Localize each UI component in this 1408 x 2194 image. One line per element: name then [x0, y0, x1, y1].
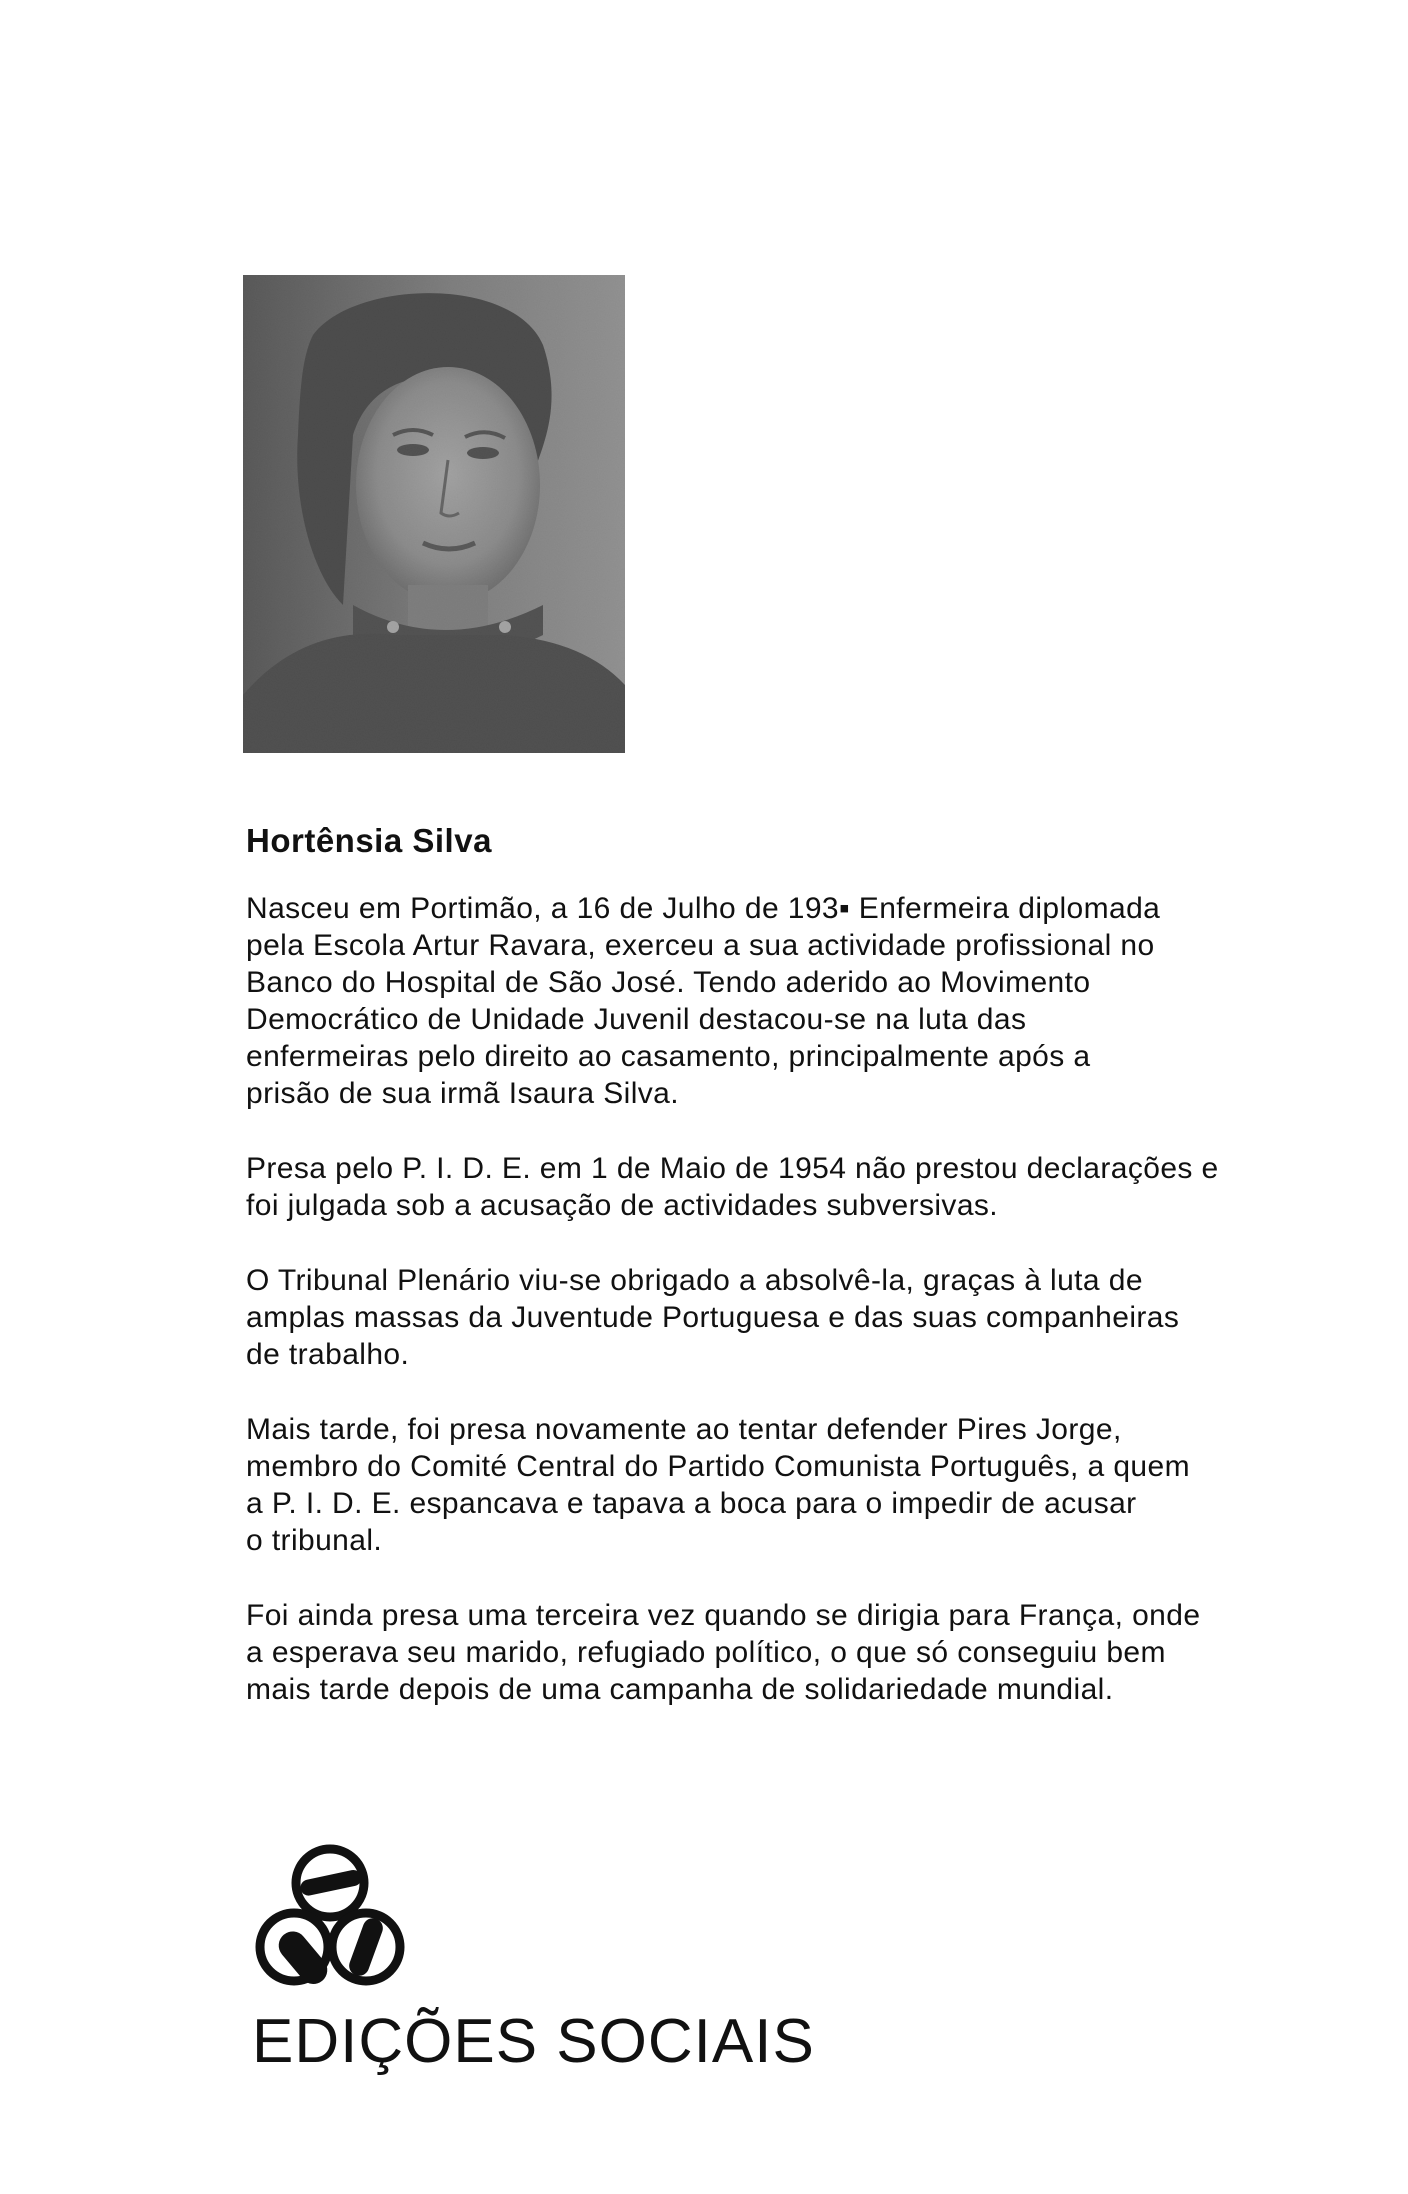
biography [246, 890, 1306, 1746]
edicoes-sociais-logo-icon [250, 1835, 410, 1995]
person-name: Hortênsia Silva [246, 822, 492, 859]
publisher-logo-graphic [250, 1835, 410, 1995]
portrait-photo [243, 275, 625, 753]
publisher-name: EDIÇÕES SOCIAIS [252, 2007, 815, 2076]
bio-paragraph: Nasceu em Portimão, a 16 de Julho de 193▪ Enfermeira diplomada pela Escola Artur Ravara, exerceu a sua actividade profissional no Banco do Hospital de São José. Tendo aderido ao Movimento Democrático de Unidade Juvenil destacou-se na luta das enfermeiras pelo direito ao casamento, principalmente após a prisão de sua irmã Isaura Silva. [246, 892, 1161, 1110]
bio-paragraph: O Tribunal Plenário viu-se obrigado a absolvê-la, graças à luta de amplas massas da Juventude Portuguesa e das suas companheiras de trabalho. [246, 1264, 1180, 1371]
bio-paragraph: Foi ainda presa uma terceira vez quando se dirigia para França, onde a esperava seu marido, refugiado político, o que só conseguiu bem mais tarde depois de uma campanha de solidariedade mundial. [246, 1599, 1201, 1706]
portrait-image [243, 275, 625, 753]
bio-paragraph: Presa pelo P. I. D. E. em 1 de Maio de 1954 não prestou declarações e foi julgada sob a acusação de actividades subversivas. [246, 1152, 1219, 1222]
bio-paragraph: Mais tarde, foi presa novamente ao tentar defender Pires Jorge, membro do Comité Central do Partido Comunista Português, a quem a P. I. D. E. espancava e tapava a boca para o impedir de acusar o tribunal. [246, 1413, 1190, 1557]
